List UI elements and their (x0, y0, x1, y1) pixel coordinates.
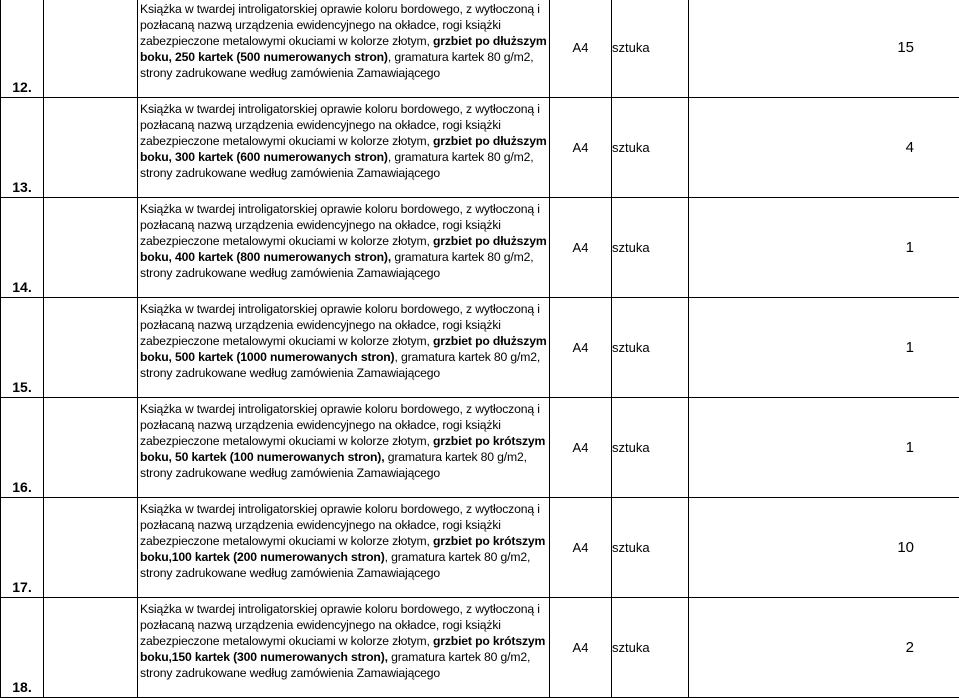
row-number: 17. (1, 579, 43, 597)
unit-cell (612, 298, 689, 398)
format-value: A4 (573, 440, 589, 455)
table-row (1, 598, 959, 698)
description-bold-text: grzbiet po krótszym boku, 50 kartek (100 numerowanych stron), (140, 434, 545, 464)
quantity-cell (689, 498, 959, 598)
description-cell (138, 598, 550, 698)
unit-value: sztuka (612, 640, 650, 655)
format-value: A4 (573, 40, 589, 55)
row-number-cell (1, 198, 44, 298)
row-number: 13. (1, 179, 43, 197)
quantity-value: 15 (897, 39, 914, 56)
quantity-value: 1 (906, 339, 914, 356)
unit-value: sztuka (612, 540, 650, 555)
description-tail-text: , gramatura kartek 80 g/m2, strony zadrukowane według zamówienia Zamawiającego (140, 150, 534, 180)
format-cell (550, 98, 612, 198)
unit-cell (612, 398, 689, 498)
format-value: A4 (573, 340, 589, 355)
description-bold-text: grzbiet po dłuższym boku, 300 kartek (600 numerowanych stron) (140, 134, 547, 164)
row-number-cell (1, 298, 44, 398)
description-text: Książka w twardej introligatorskiej oprawie koloru bordowego, z wytłoczoną i pozłacaną nazwą urządzenia ewidencyjnego na okładce, rogi książki zabezpieczone metalowymi okuciami w kolorze złotym, (140, 302, 540, 348)
empty-cell (44, 198, 138, 298)
description-bold-text: grzbiet po dłuższym boku, 400 kartek (800 numerowanych stron), (140, 234, 547, 264)
description-bold-text: grzbiet po krótszym boku,150 kartek (300 numerowanych stron), (140, 634, 545, 664)
description-text: Książka w twardej introligatorskiej oprawie koloru bordowego, z wytłoczoną i pozłacaną nazwą urządzenia ewidencyjnego na okładce, rogi książki zabezpieczone metalowymi okuciami w kolorze złotym, (140, 502, 540, 548)
unit-value: sztuka (612, 340, 650, 355)
description-bold-text: grzbiet po dłuższym boku, 500 kartek (1000 numerowanych stron) (140, 334, 547, 364)
unit-cell (612, 498, 689, 598)
unit-value: sztuka (612, 440, 650, 455)
empty-cell (44, 598, 138, 698)
empty-cell (44, 498, 138, 598)
format-cell (550, 198, 612, 298)
empty-cell (44, 0, 138, 98)
unit-value: sztuka (612, 140, 650, 155)
format-cell (550, 0, 612, 98)
description-text: Książka w twardej introligatorskiej oprawie koloru bordowego, z wytłoczoną i pozłacaną nazwą urządzenia ewidencyjnego na okładce, rogi książki zabezpieczone metalowymi okuciami w kolorze złotym, (140, 2, 540, 48)
quantity-cell (689, 398, 959, 498)
description-cell (138, 498, 550, 598)
row-number-cell (1, 598, 44, 698)
empty-cell (44, 398, 138, 498)
format-value: A4 (573, 640, 589, 655)
unit-value: sztuka (612, 40, 650, 55)
empty-cell (44, 98, 138, 198)
row-number: 18. (1, 679, 43, 697)
row-number: 15. (1, 379, 43, 397)
quantity-cell (689, 598, 959, 698)
format-value: A4 (573, 140, 589, 155)
row-number-cell (1, 398, 44, 498)
quantity-cell (689, 298, 959, 398)
row-number: 14. (1, 279, 43, 297)
description-tail-text: gramatura kartek 80 g/m2, strony zadrukowane według zamówienia Zamawiającego (140, 250, 534, 280)
description-tail-text: , gramatura kartek 80 g/m2, strony zadrukowane według zamówienia Zamawiającego (140, 550, 530, 580)
description-tail-text: , gramatura kartek 80 g/m2, strony zadrukowane według zamówienia Zamawiającego (140, 350, 540, 380)
quantity-value: 1 (906, 439, 914, 456)
description-text: Książka w twardej introligatorskiej oprawie koloru bordowego, z wytłoczoną i pozłacaną nazwą urządzenia ewidencyjnego na okładce, rogi książki zabezpieczone metalowymi okuciami w kolorze złotym, (140, 402, 540, 448)
unit-cell (612, 198, 689, 298)
description-cell (138, 298, 550, 398)
table-row (1, 298, 959, 398)
quantity-value: 10 (897, 539, 914, 556)
format-cell (550, 298, 612, 398)
format-value: A4 (573, 240, 589, 255)
description-tail-text: gramatura kartek 80 g/m2, strony zadrukowane według zamówienia Zamawiającego (140, 650, 530, 680)
row-number-cell (1, 0, 44, 98)
description-cell (138, 198, 550, 298)
quantity-cell (689, 198, 959, 298)
format-cell (550, 498, 612, 598)
description-cell (138, 0, 550, 98)
quantity-cell (689, 0, 959, 98)
row-number-cell (1, 98, 44, 198)
unit-cell (612, 0, 689, 98)
format-cell (550, 398, 612, 498)
row-number: 16. (1, 479, 43, 497)
description-bold-text: grzbiet po krótszym boku,100 kartek (200 numerowanych stron) (140, 534, 545, 564)
unit-cell (612, 598, 689, 698)
description-text: Książka w twardej introligatorskiej oprawie koloru bordowego, z wytłoczoną i pozłacaną nazwą urządzenia ewidencyjnego na okładce, rogi książki zabezpieczone metalowymi okuciami w kolorze złotym, (140, 102, 540, 148)
table-row (1, 0, 959, 98)
items-table-body (1, 0, 959, 698)
unit-cell (612, 98, 689, 198)
table-row (1, 498, 959, 598)
row-number-cell (1, 498, 44, 598)
description-cell (138, 98, 550, 198)
description-tail-text: , gramatura kartek 80 g/m2, strony zadrukowane według zamówienia Zamawiającego (140, 50, 534, 80)
description-tail-text: gramatura kartek 80 g/m2, strony zadrukowane według zamówienia Zamawiającego (140, 450, 527, 480)
quantity-cell (689, 98, 959, 198)
format-value: A4 (573, 540, 589, 555)
unit-value: sztuka (612, 240, 650, 255)
description-text: Książka w twardej introligatorskiej oprawie koloru bordowego, z wytłoczoną i pozłacaną nazwą urządzenia ewidencyjnego na okładce, rogi książki zabezpieczone metalowymi okuciami w kolorze złotym, (140, 202, 540, 248)
description-text: Książka w twardej introligatorskiej oprawie koloru bordowego, z wytłoczoną i pozłacaną nazwą urządzenia ewidencyjnego na okładce, rogi książki zabezpieczone metalowymi okuciami w kolorze złotym, (140, 602, 540, 648)
table-row (1, 198, 959, 298)
row-number: 12. (1, 79, 43, 97)
format-cell (550, 598, 612, 698)
table-row (1, 98, 959, 198)
quantity-value: 2 (906, 639, 914, 656)
table-row (1, 398, 959, 498)
quantity-value: 4 (906, 139, 914, 156)
empty-cell (44, 298, 138, 398)
description-bold-text: grzbiet po dłuższym boku, 250 kartek (500 numerowanych stron) (140, 34, 547, 64)
description-cell (138, 398, 550, 498)
quantity-value: 1 (906, 239, 914, 256)
